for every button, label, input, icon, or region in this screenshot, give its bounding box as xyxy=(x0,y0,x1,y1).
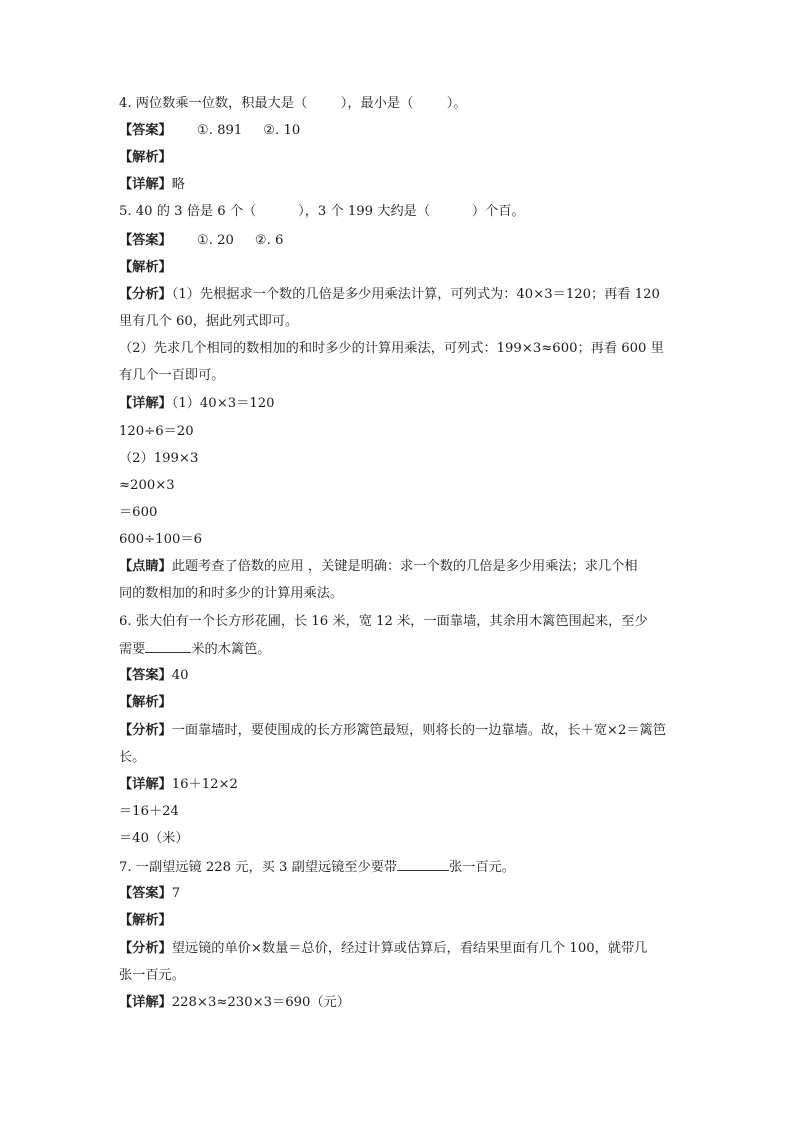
answer-text: 7 xyxy=(171,886,181,901)
q7-fenxi-line-2: 张一百元。 xyxy=(119,968,185,983)
q4-question: 4. 两位数乘一位数，积最大是（ ），最小是（ ）。 xyxy=(119,96,467,111)
q5-answer xyxy=(119,232,283,250)
fenxi-text: 望远镜的单价×数量＝总价，经过计算或估算后，看结果里面有几个 100，就带几 xyxy=(171,941,648,956)
q7-analysis-tag: 【解析】 xyxy=(119,913,172,928)
detail-text: 228×3≈230×3＝690（元） xyxy=(171,995,350,1010)
detail-tag: 【详解】 xyxy=(119,177,172,192)
q5-analysis-tag: 【解析】 xyxy=(119,260,172,275)
q5-question: 5. 40 的 3 倍是 6 个（ ），3 个 199 大约是（ ）个百。 xyxy=(119,204,525,219)
detail-tag: 【详解】 xyxy=(119,995,172,1010)
q5-detail-line-6: 600÷100＝6 xyxy=(119,532,202,547)
q7-detail-line-1 xyxy=(119,994,350,1012)
answer-tag: 【答案】 xyxy=(119,886,172,901)
answer-text: ①. 891 ②. 10 xyxy=(171,123,301,138)
answer-text: 40 xyxy=(171,668,189,683)
q7-fenxi-line-1 xyxy=(119,940,647,958)
q6-question-line-2 xyxy=(119,640,271,659)
fenxi-tag: 【分析】 xyxy=(119,941,172,956)
fenxi-text: 一面靠墙时，要使围成的长方形篱笆最短，则将长的一边靠墙。故，长＋宽×2＝篱笆 xyxy=(171,723,666,738)
q6-analysis-tag: 【解析】 xyxy=(119,695,172,710)
question-text: 需要 xyxy=(119,642,146,657)
q5-fenxi-line-2: 里有几个 60，据此列式即可。 xyxy=(119,314,299,329)
q6-detail-line-2: ＝16＋24 xyxy=(119,804,179,819)
dianjing-text: 此题考查了倍数的应用 ，关键是明确：求一个数的几倍是多少用乘法；求几个相 xyxy=(171,559,638,574)
q5-fenxi-line-3: （2）先求几个相同的数相加的和时多少的计算用乘法，可列式：199×3≈600；再看 600 里 xyxy=(119,341,664,356)
q6-fenxi-line-1 xyxy=(119,722,666,740)
q6-answer xyxy=(119,667,189,685)
q4-detail xyxy=(119,176,185,194)
q6-detail-line-3: ＝40（米） xyxy=(119,831,189,846)
answer-tag: 【答案】 xyxy=(119,233,172,248)
q5-dianjing-line-2: 同的数相加的和时多少的计算用乘法。 xyxy=(119,586,344,601)
answer-blank xyxy=(397,858,449,871)
q5-fenxi-line-4: 有几个一百即可。 xyxy=(119,368,225,383)
fenxi-text: （1）先根据求一个数的几倍是多少用乘法计算，可列式为：40×3＝120；再看 120 xyxy=(171,287,660,302)
fenxi-tag: 【分析】 xyxy=(119,287,172,302)
answer-tag: 【答案】 xyxy=(119,123,172,138)
q5-detail-line-2: 120÷6＝20 xyxy=(119,424,194,439)
detail-tag: 【详解】 xyxy=(119,396,172,411)
q7-question xyxy=(119,858,515,877)
question-text: 米的木篱笆。 xyxy=(191,642,271,657)
dianjing-tag: 【点睛】 xyxy=(119,559,172,574)
answer-tag: 【答案】 xyxy=(119,668,172,683)
q5-dianjing-line-1 xyxy=(119,558,638,576)
detail-text: （1）40×3＝120 xyxy=(171,396,275,411)
q5-detail-line-5: ＝600 xyxy=(119,505,158,520)
q7-answer xyxy=(119,885,180,903)
answer-text: ①. 20 ②. 6 xyxy=(171,233,284,248)
q4-answer xyxy=(119,122,300,140)
answer-blank xyxy=(145,640,191,653)
q6-detail-line-1 xyxy=(119,776,238,794)
q4-analysis-tag: 【解析】 xyxy=(119,150,172,165)
q6-fenxi-line-2: 长。 xyxy=(119,750,146,765)
q6-question-line-1: 6. 张大伯有一个长方形花圃，长 16 米，宽 12 米，一面靠墙，其余用木篱笆围起来，至少 xyxy=(119,614,648,629)
fenxi-tag: 【分析】 xyxy=(119,723,172,738)
question-text: 张一百元。 xyxy=(449,860,516,875)
q5-detail-line-3: （2）199×3 xyxy=(119,451,199,466)
q5-detail-line-1 xyxy=(119,395,275,413)
q5-detail-line-4: ≈200×3 xyxy=(119,478,175,493)
question-text: 7. 一副望远镜 228 元，买 3 副望远镜至少要带 xyxy=(119,860,398,875)
q5-fenxi-line-1 xyxy=(119,286,660,304)
detail-text: 16＋12×2 xyxy=(171,777,238,792)
detail-text: 略 xyxy=(171,177,185,192)
detail-tag: 【详解】 xyxy=(119,777,172,792)
